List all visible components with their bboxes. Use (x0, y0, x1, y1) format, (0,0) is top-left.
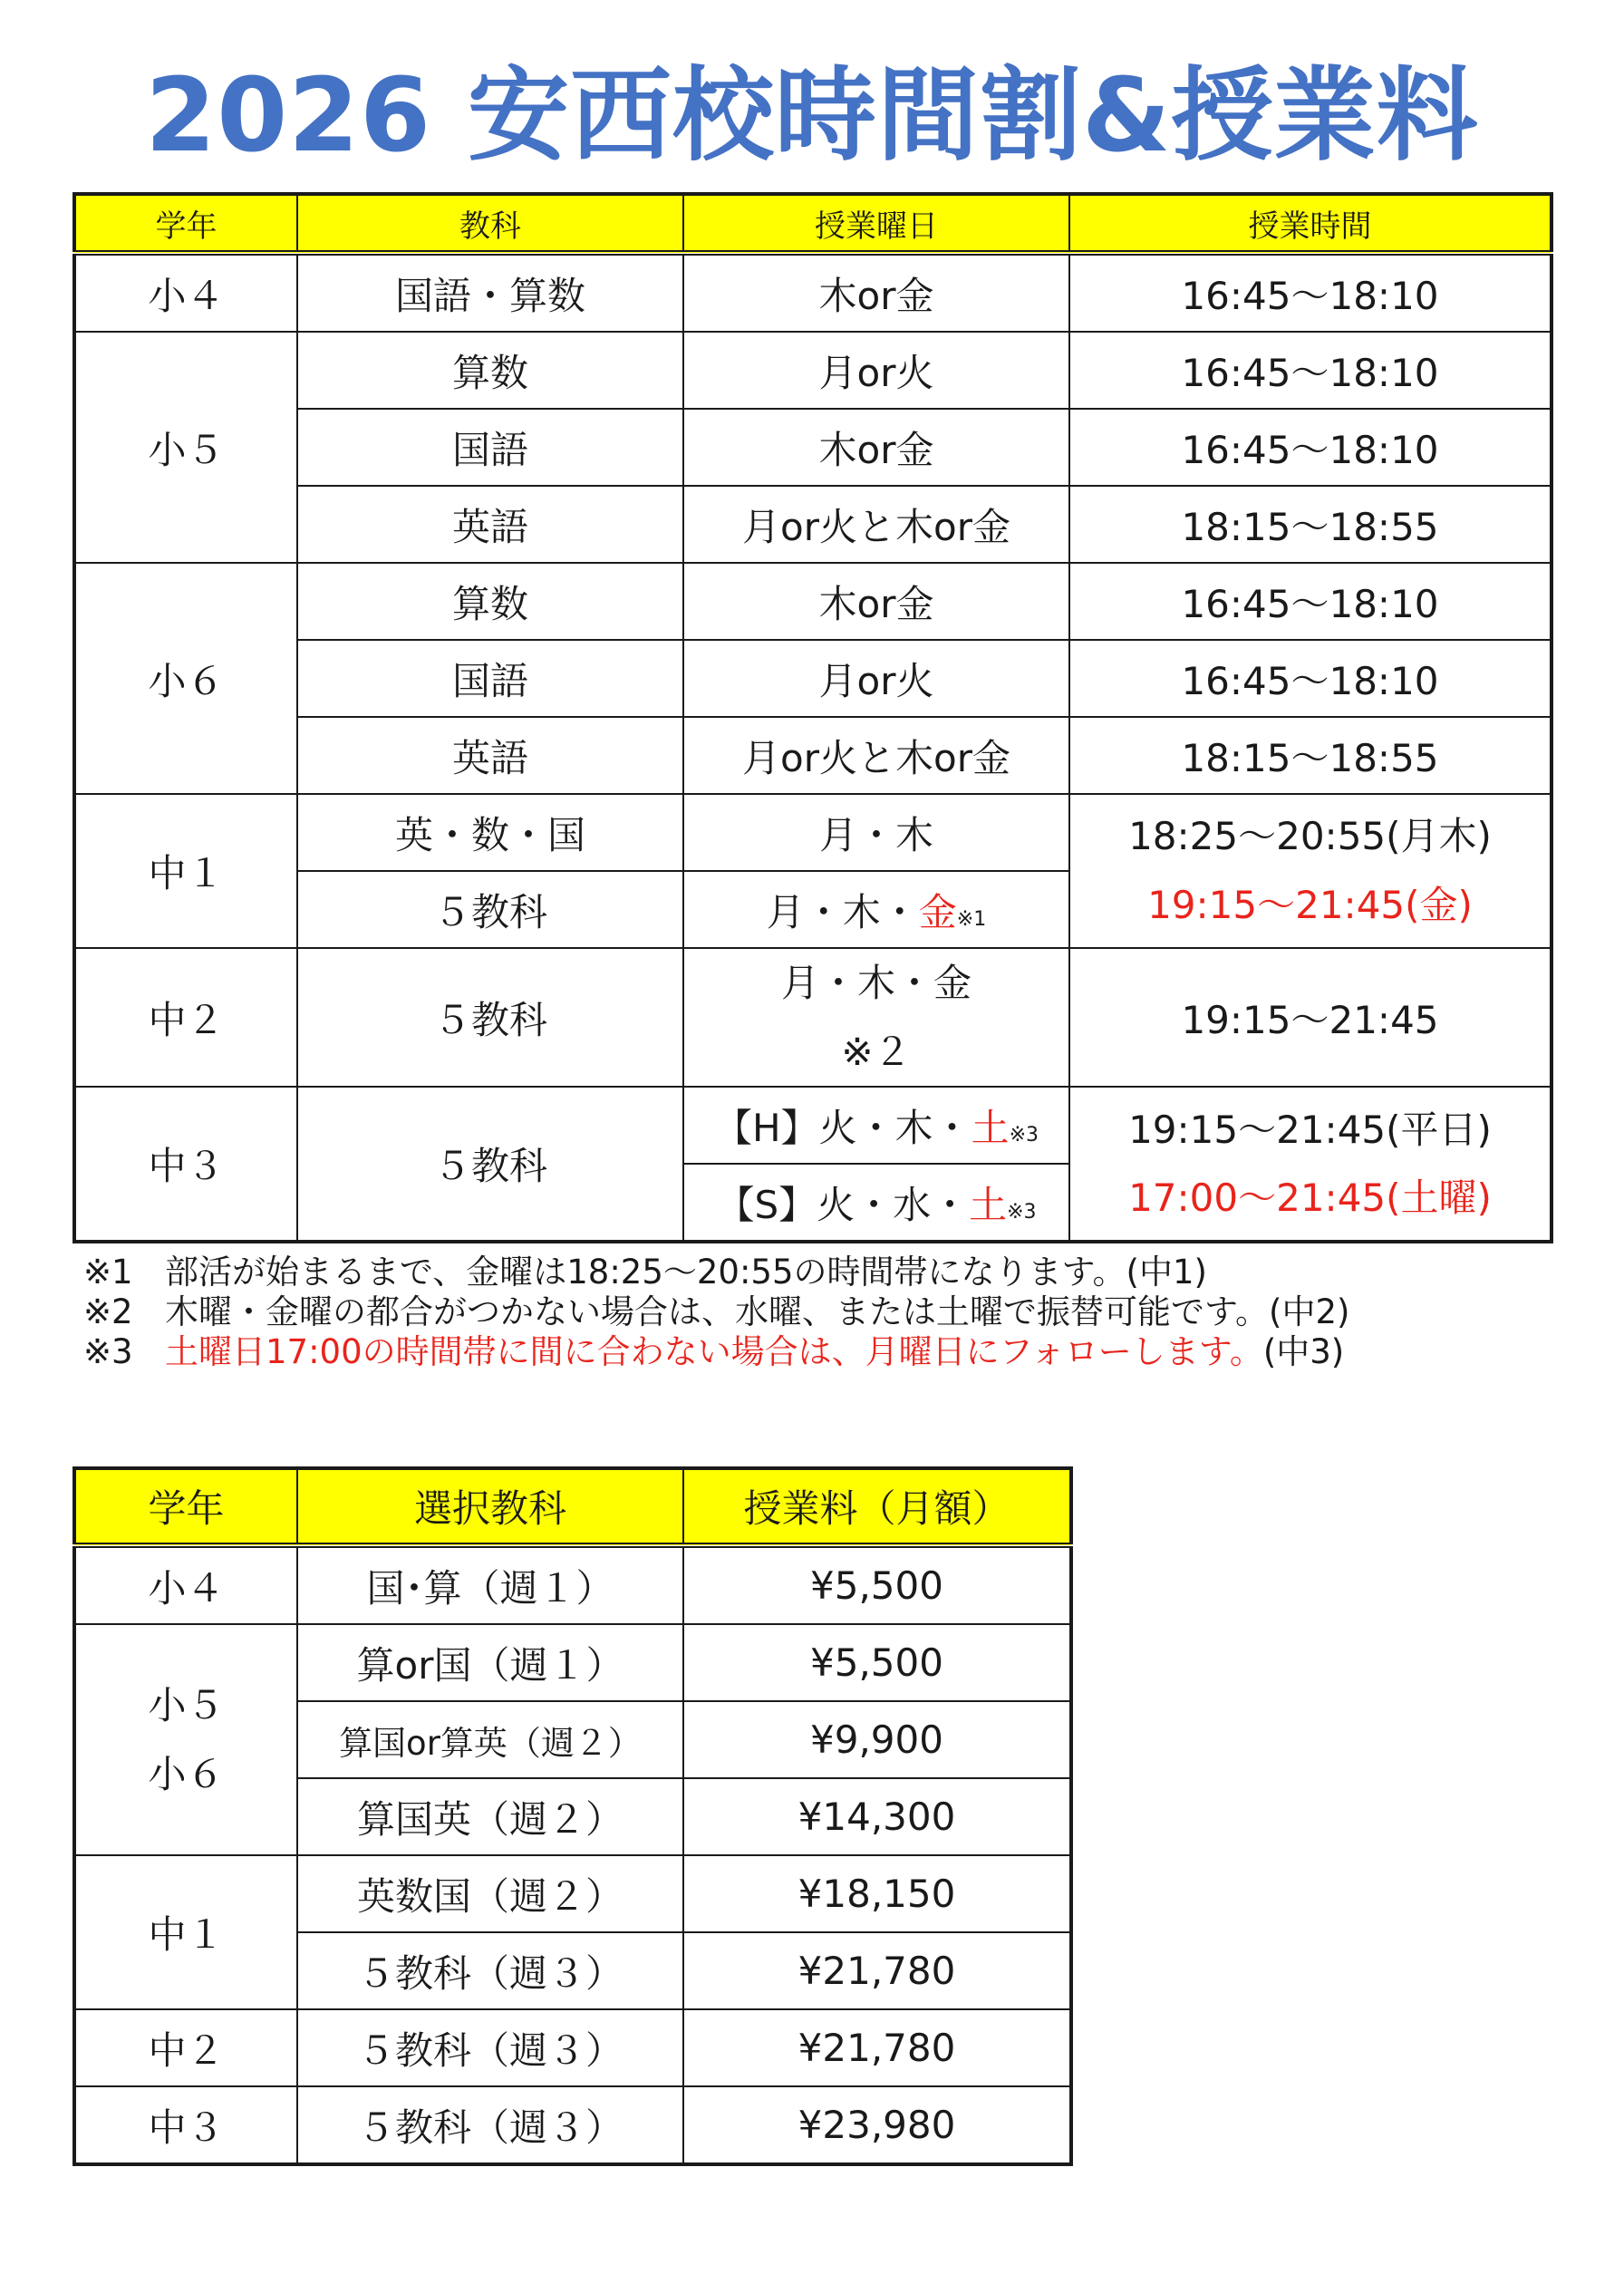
table-row (74, 2086, 1071, 2164)
footnote-mark: ※3 (83, 1332, 133, 1371)
fee-cell: ¥9,900 (683, 1701, 1071, 1778)
header-fee: 授業料（月額） (683, 1468, 1071, 1545)
subject-cell: 英・数・国 (297, 794, 683, 871)
footnotes (83, 1253, 1579, 1372)
subject-cell: ５教科 (297, 871, 683, 948)
fee-cell: ¥5,500 (683, 1624, 1071, 1701)
days-cell: 木or金 (683, 563, 1069, 640)
subject-cell: ５教科 (297, 1087, 683, 1242)
grade-cell: 中２ (74, 2009, 297, 2086)
course-cell: 国･算（週１） (297, 1545, 683, 1624)
table-row (74, 563, 1552, 640)
footnote-mark: ※1 (83, 1253, 133, 1292)
course-cell: ５教科（週３） (297, 2086, 683, 2164)
fee-cell: ¥18,150 (683, 1855, 1071, 1932)
subject-cell: ５教科 (297, 948, 683, 1087)
days-cell (683, 871, 1069, 948)
days-cell: 木or金 (683, 409, 1069, 486)
table-row (74, 1624, 1071, 1701)
course-cell: ５教科（週３） (297, 2009, 683, 2086)
subject-cell: 算数 (297, 563, 683, 640)
fee-cell: ¥23,980 (683, 2086, 1071, 2164)
fee-cell: ¥21,780 (683, 2009, 1071, 2086)
subject-cell: 国語・算数 (297, 253, 683, 332)
header-course: 選択教科 (297, 1468, 683, 1545)
time-cell: 16:45～18:10 (1069, 253, 1552, 332)
page-title: 2026 安西校時間割&授業料 (145, 57, 1479, 175)
footnote-mark: ※２ (841, 1029, 912, 1074)
grade-text: 小５ (148, 1682, 225, 1727)
time-cell: 18:15～18:55 (1069, 717, 1552, 794)
course-cell: ５教科（週３） (297, 1932, 683, 2009)
table-row (74, 794, 1552, 871)
fees-table (72, 1466, 1073, 2166)
days-text-red: 土 (969, 1182, 1008, 1227)
subject-cell: 国語 (297, 640, 683, 717)
subject-cell: 算数 (297, 332, 683, 409)
days-text-red: 土 (971, 1105, 1010, 1150)
grade-cell: 中３ (74, 1087, 297, 1242)
footnote-1 (83, 1253, 1579, 1292)
grade-cell: 小５ (74, 332, 297, 563)
subject-cell: 英語 (297, 717, 683, 794)
grade-cell: 小６ (74, 563, 297, 794)
fee-cell: ¥14,300 (683, 1778, 1071, 1855)
footnote-mark: ※1 (956, 907, 987, 931)
table-row (74, 1087, 1552, 1164)
footnote-text: 木曜・金曜の都合がつかない場合は、水曜、または土曜で振替可能です。(中2) (165, 1292, 1350, 1331)
time-text-red: 17:00～21:45(土曜) (1128, 1176, 1492, 1221)
days-text: 月・木・金 (780, 961, 972, 1005)
time-cell: 16:45～18:10 (1069, 640, 1552, 717)
time-cell: 16:45～18:10 (1069, 563, 1552, 640)
days-cell: 月or火 (683, 640, 1069, 717)
course-cell: 算or国（週１） (297, 1624, 683, 1701)
time-text: 18:25～20:55(月木) (1128, 814, 1492, 859)
grade-cell: 中３ (74, 2086, 297, 2164)
grade-text: 小６ (148, 1751, 225, 1796)
fee-cell: ¥21,780 (683, 1932, 1071, 2009)
schedule-table (72, 192, 1553, 1243)
days-cell: 月or火と木or金 (683, 486, 1069, 563)
grade-cell: 中２ (74, 948, 297, 1087)
subject-cell: 英語 (297, 486, 683, 563)
footnote-mark: ※3 (1007, 1200, 1037, 1224)
grade-cell: 小４ (74, 1545, 297, 1624)
table-row (74, 2009, 1071, 2086)
table-row (74, 1855, 1071, 1932)
header-grade: 学年 (74, 194, 297, 253)
time-cell: 16:45～18:10 (1069, 409, 1552, 486)
days-cell (683, 1087, 1069, 1164)
footnote-text: 部活が始まるまで、金曜は18:25～20:55の時間帯になります。(中1) (165, 1253, 1207, 1292)
days-text: 【S】火・水・ (716, 1182, 970, 1227)
header-grade: 学年 (74, 1468, 297, 1545)
fees-header-row (74, 1468, 1071, 1545)
footnote-2 (83, 1292, 1579, 1332)
footnote-mark: ※3 (1009, 1123, 1039, 1146)
footnote-text-red: 土曜日17:00の時間帯に間に合わない場合は、月曜日にフォローします。 (165, 1332, 1263, 1371)
header-days: 授業曜日 (683, 194, 1069, 253)
course-cell: 算国or算英（週２） (297, 1701, 683, 1778)
header-subject: 教科 (297, 194, 683, 253)
days-cell: 木or金 (683, 253, 1069, 332)
time-cell (1069, 1087, 1552, 1242)
grade-cell: 中１ (74, 1855, 297, 2009)
subject-cell: 国語 (297, 409, 683, 486)
days-cell: 月or火と木or金 (683, 717, 1069, 794)
grade-cell: 中１ (74, 794, 297, 948)
grade-cell: 小４ (74, 253, 297, 332)
table-row (74, 332, 1552, 409)
fee-cell: ¥5,500 (683, 1545, 1071, 1624)
footnote-text: (中3) (1262, 1332, 1345, 1371)
table-row (74, 253, 1552, 332)
footnote-mark: ※2 (83, 1292, 133, 1331)
days-text-red: 金 (918, 889, 957, 934)
table-row (74, 1545, 1071, 1624)
footnote-3 (83, 1332, 1579, 1372)
days-cell: 月or火 (683, 332, 1069, 409)
time-text: 19:15～21:45(平日) (1128, 1107, 1492, 1152)
time-cell (1069, 794, 1552, 948)
days-cell (683, 948, 1069, 1087)
time-cell: 16:45～18:10 (1069, 332, 1552, 409)
days-text: 【H】火・木・ (713, 1105, 972, 1150)
days-cell (683, 1164, 1069, 1242)
course-cell: 算国英（週２） (297, 1778, 683, 1855)
schedule-header-row (74, 194, 1552, 253)
course-cell: 英数国（週２） (297, 1855, 683, 1932)
days-cell: 月・木 (683, 794, 1069, 871)
grade-cell (74, 1624, 297, 1855)
days-text: 月・木・ (766, 889, 919, 934)
time-cell: 19:15～21:45 (1069, 948, 1552, 1087)
time-text-red: 19:15～21:45(金) (1147, 883, 1473, 927)
header-time: 授業時間 (1069, 194, 1552, 253)
time-cell: 18:15～18:55 (1069, 486, 1552, 563)
